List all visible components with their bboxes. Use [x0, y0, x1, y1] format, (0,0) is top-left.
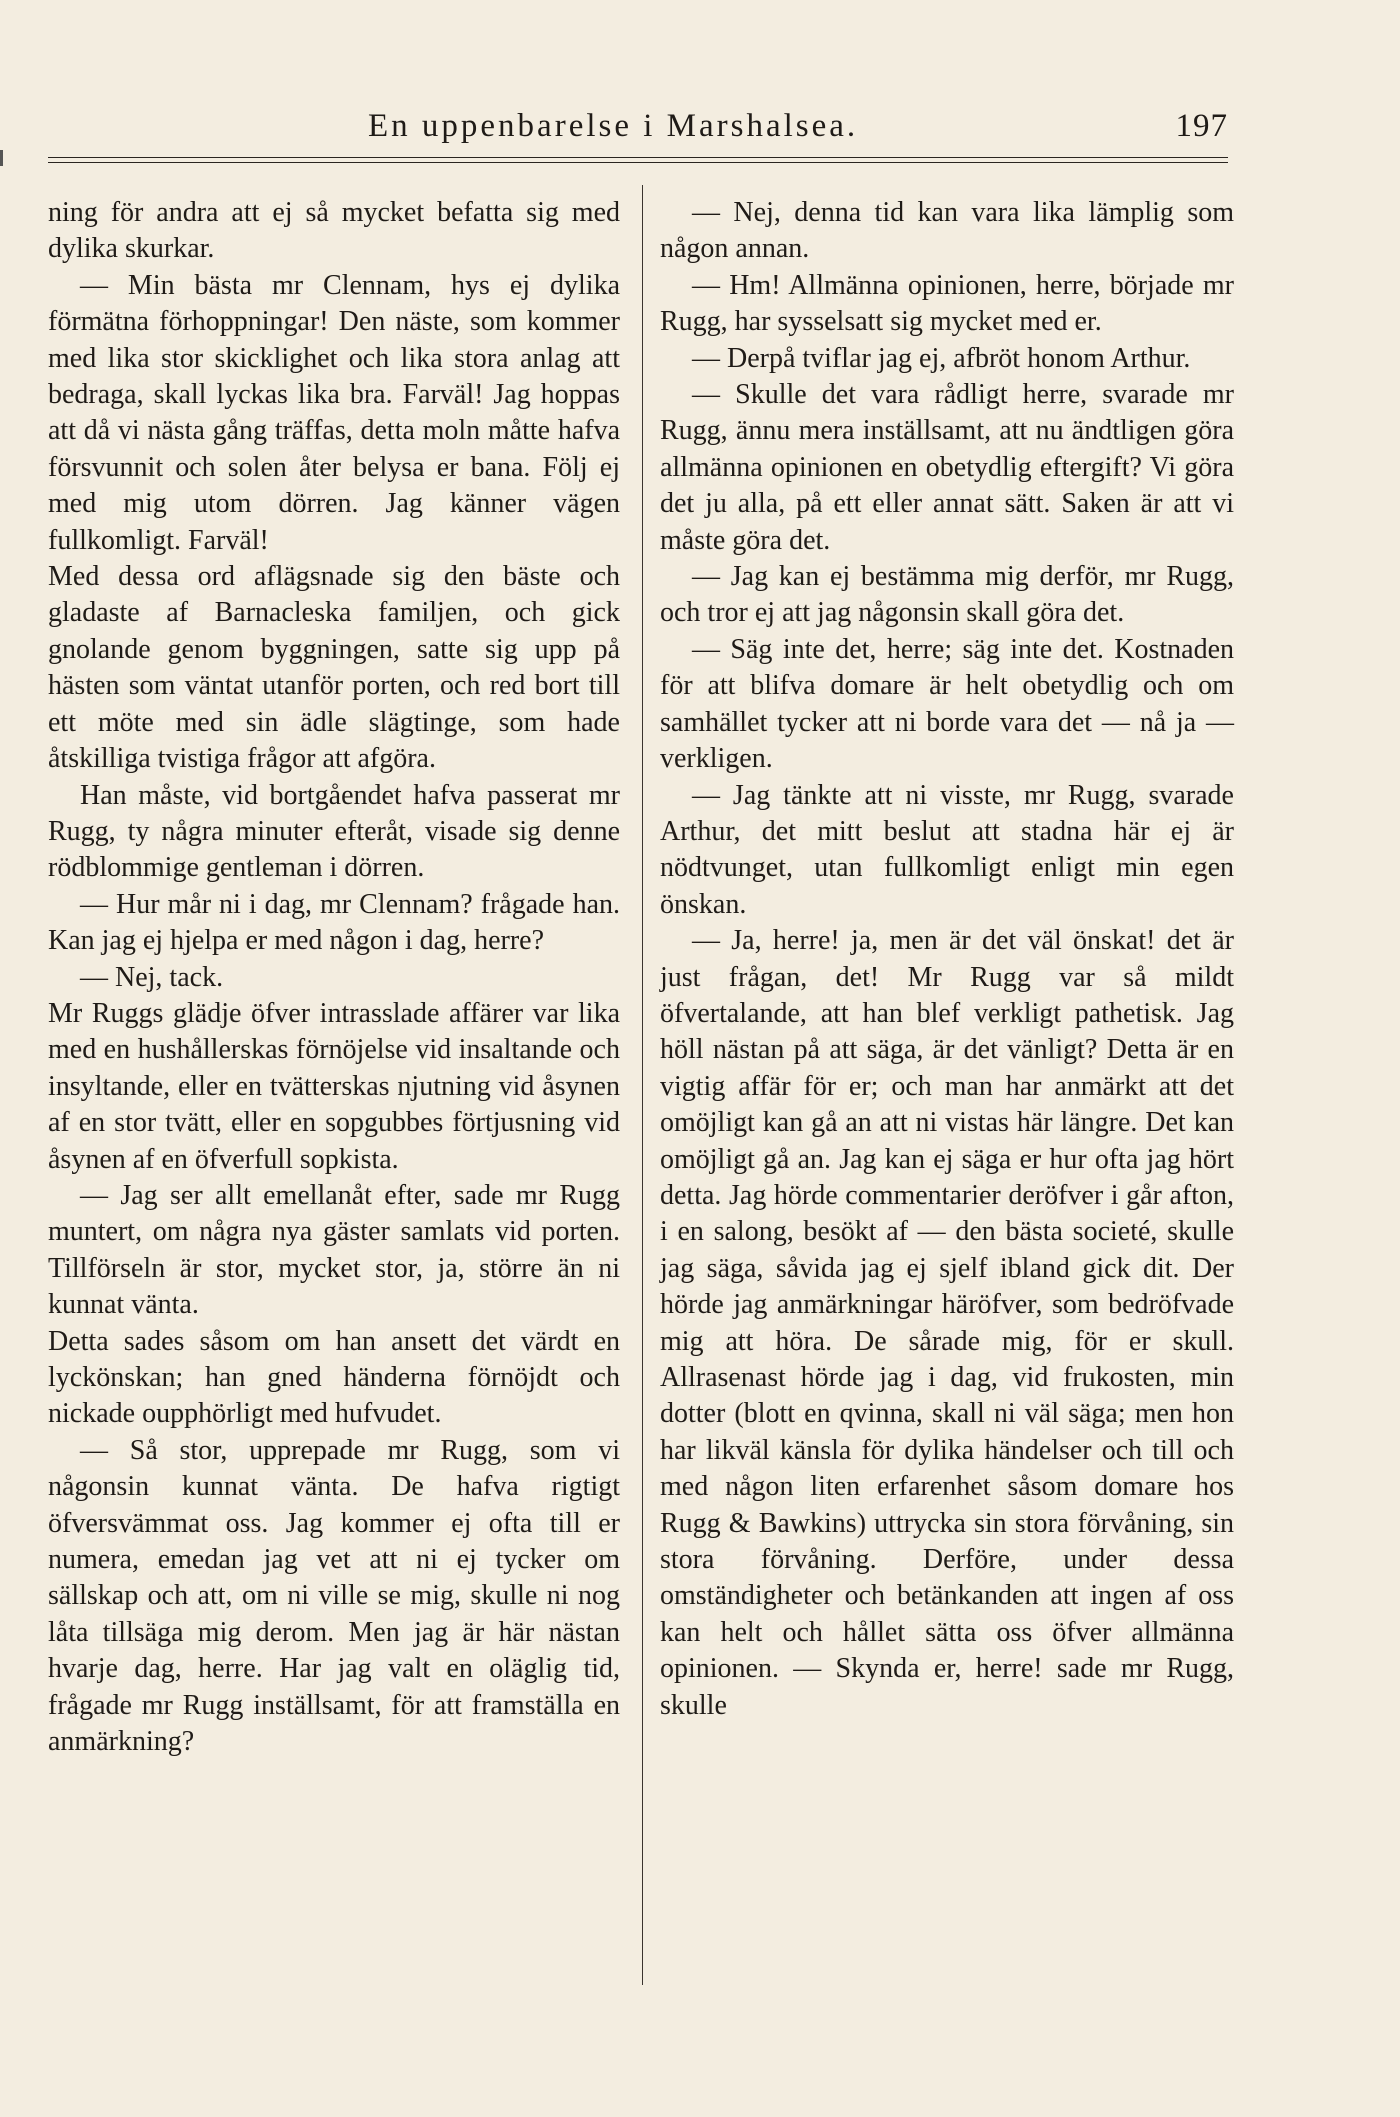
page-number: 197: [1175, 108, 1228, 144]
paragraph: — Nej, denna tid kan vara lika lämplig som någon annan.: [660, 197, 1234, 265]
paragraph: Detta sades såsom om han ansett det värdt en lyckönskan; han gned händerna förnöjdt och nickade oupphörligt med hufvudet.: [48, 1325, 620, 1430]
paragraph: Mr Ruggs glädje öfver intrasslade affärer var lika med en hushållerskas förnöjelse vid insaltande och insyltande, eller en tvätterskas njutning vid åsynen af en stor tvätt, eller en sopgubbes förtjusning vid åsynen af en öfverfull sopkista.: [48, 997, 620, 1175]
paragraph: ning för andra att ej så mycket befatta sig med dylika skurkar.: [48, 197, 620, 265]
left-column: [48, 195, 620, 1760]
paragraph: Med dessa ord aflägsnade sig den bäste och gladaste af Barnacleska familjen, och gick gnolande genom byggningen, satte sig upp på hästen som väntat utanför porten, och red bort till ett möte med sin ädle slägtinge, som hade åtskilliga tvistiga frågor att afgöra.: [48, 561, 620, 775]
running-header: [48, 100, 1228, 150]
right-column: [660, 195, 1234, 1724]
paragraph: — Jag tänkte att ni visste, mr Rugg, svarade Arthur, det mitt beslut att stadna här ej är nödtvunget, utan fullkomligt enligt min egen önskan.: [660, 779, 1234, 920]
paragraph: — Hur mår ni i dag, mr Clennam? frågade han. Kan jag ej hjelpa er med någon i dag, herre?: [48, 888, 620, 957]
page-edge-mark: [0, 150, 3, 166]
paragraph: — Säg inte det, herre; säg inte det. Kostnaden för att blifva domare är helt obetydlig och om samhället tycker att ni borde vara det — nå ja — verkligen.: [660, 633, 1234, 775]
paragraph: Han måste, vid bortgåendet hafva passerat mr Rugg, ty några minuter efteråt, visade sig denne rödblommige gentleman i dörren.: [48, 779, 620, 884]
column-divider: [642, 185, 643, 1985]
paragraph: — Hm! Allmänna opinionen, herre, började mr Rugg, har sysselsatt sig mycket med er.: [660, 269, 1234, 338]
header-double-rule: [48, 157, 1228, 163]
running-title: En uppenbarelse i Marshalsea.: [368, 108, 859, 144]
paragraph: — Jag ser allt emellanåt efter, sade mr Rugg muntert, om några nya gäster samlats vid porten. Tillförseln är stor, mycket stor, ja, större än ni kunnat vänta.: [48, 1179, 620, 1321]
paragraph: — Nej, tack.: [80, 961, 224, 993]
paragraph: — Min bästa mr Clennam, hys ej dylika förmätna förhoppningar! Den näste, som kommer med lika stor skicklighet och lika stora anlag att bedraga, skall lyckas lika bra. Farväl! Jag hoppas att då vi nästa gång träffas, detta moln måtte hafva försvunnit och solen åter belysa er bana. Följ ej med mig utom dörren. Jag känner vägen fullkomligt. Farväl!: [48, 269, 620, 556]
paragraph: — Jag kan ej bestämma mig derför, mr Rugg, och tror ej att jag någonsin skall göra det.: [660, 561, 1234, 629]
paragraph: — Ja, herre! ja, men är det väl önskat! det är just frågan, det! Mr Rugg var så mildt öfvertalande, att han blef verkligt pathetisk. Jag höll nästan på att säga, är det vänligt? Detta är en vigtig affär för er; och man har anmärkt att det omöjligt kan gå an att ni vistas här längre. Det kan omöjligt gå an. Jag kan ej säga er hur ofta jag hört detta. Jag hörde commentarier deröfver i går afton, i en salong, besökt af — den bästa societé, skulle jag säga, såvida jag ej sjelf ibland gick dit. Der hörde jag anmärkningar häröfver, som bedröfvade mig att höra. De sårade mig, för er skull. Allrasenast hörde jag i dag, vid frukosten, min dotter (blott en qvinna, skall ni väl säga; men hon har likväl känsla för dylika händelser och till och med någon liten erfarenhet såsom domare hos Rugg & Bawkins) uttrycka sin stora förvåning, sin stora förvåning. Derföre, under dessa omständigheter och betänkanden att ingen af oss kan helt och hållet sätta oss öfver allmänna opinionen. — Skynda er, herre! sade mr Rugg, skulle: [660, 925, 1234, 1721]
paragraph: — Så stor, upprepade mr Rugg, som vi någonsin kunnat vänta. De hafva rigtigt öfversvämmat oss. Jag kommer ej ofta till er numera, emedan jag vet att ni ej tycker om sällskap och att, om ni ville se mig, skulle ni nog låta tillsäga mig derom. Men jag är här nästan hvarje dag, herre. Har jag valt en oläglig tid, frågade mr Rugg inställsamt, för att framställa en anmärkning?: [48, 1434, 620, 1758]
paragraph: — Derpå tviflar jag ej, afbröt honom Arthur.: [692, 342, 1191, 374]
paragraph: — Skulle det vara rådligt herre, svarade mr Rugg, ännu mera inställsamt, att nu ändtligen göra allmänna opinionen en obetydlig eftergift? Vi göra det ju alla, på ett eller annat sätt. Saken är att vi måste göra det.: [660, 379, 1234, 556]
